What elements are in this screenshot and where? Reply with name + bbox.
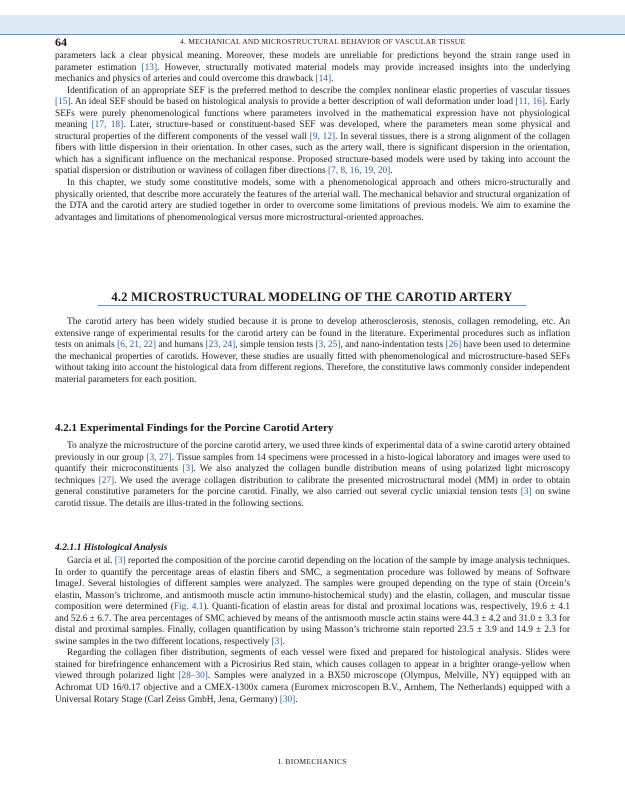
page-number: 64 (55, 35, 67, 49)
text-run: The carotid artery has been widely studied because it is prone to develop atherosclerosis, stenosis, collagen remodeling, etc. An extensive range of experimental results for the carotid artery can be found in the literature. Experimental procedures such as inflation tests on animals (55, 317, 570, 351)
citation-link[interactable]: [26] (445, 340, 462, 351)
text-run: , simple tension tests (235, 340, 316, 351)
text-run: . (390, 166, 393, 177)
paragraph (55, 317, 570, 386)
section-text (55, 317, 570, 386)
footer-label: I. BIOMECHANICS (278, 757, 347, 766)
citation-link[interactable]: Fig. 4.1 (173, 602, 204, 613)
citation-link[interactable]: [3, 27] (146, 452, 172, 463)
citation-link[interactable]: [9, 12] (309, 131, 336, 142)
citation-link[interactable]: [17, 18] (91, 120, 124, 131)
text-run: reported the composition of the porcine carotid depending on the location of the sample by image analysis techniques. In order to quantify the percentage areas of elastin fibers and SMC, a segmentation procedure was followed by means of Software ImageJ. Several histologies of different samples were analyzed. The samples were grouped depending on the type of stain (Orcein’s elastin, Masson’s trichrome, and antismooth muscle actin immuno-histochemical study) and the elastin, collagen, and muscular tissue composition were determined ( (55, 556, 570, 613)
text-run: . We also analyzed the collagen bundle distribution means of using polarized light microscopy techniques (55, 464, 570, 486)
paragraph (55, 178, 570, 224)
citation-link[interactable]: [23, 24] (205, 340, 236, 351)
section-rule (98, 305, 526, 306)
citation-link[interactable]: [3] (114, 556, 126, 566)
header-rule (0, 34, 625, 35)
text-run: . However, structurally motivated material models may provide increased insights into the underlying mechanics and physics of arteries and could overcome this drawback (55, 62, 570, 85)
text-run: . In several tissues, there is a strong alignment of the collagen fibers with little dispersion in their orientation. In other cases, such as the artery wall, there is significant dispersion in the orientation, which has a significant influence on the mechanical response. Proposed structure-based models were used by taking into account the spatial dispersion or distribution or waviness of collagen fiber directions (55, 131, 570, 177)
paragraph (55, 556, 570, 648)
text-run: . (295, 694, 298, 705)
text-run: , and nano-indentation tests (340, 340, 446, 351)
subsection-heading: 4.2.1 Experimental Findings for the Porcine Carotid Artery (55, 422, 334, 434)
text-run: . Early SEFs were purely phenomenological functions where parameters involved in the mathematical expression have not physiological meaning (55, 97, 570, 131)
citation-link[interactable]: [3] (182, 464, 194, 475)
citation-link[interactable]: [11, 16] (515, 97, 545, 108)
citation-link[interactable]: [13] (141, 62, 158, 73)
paragraph (55, 86, 570, 178)
intro-text (55, 51, 570, 224)
text-run: . Samples were analyzed in a BX50 microscope (Olympus, Melville, NY) equipped with an Achromat UD 16/0.17 objective and a CMEX-1300x camera (Euromex microscopen B.V., Arnhem, The Netherlands) equipped with a Universal Rotary Stage (Carl Zeiss GmbH, Jena, Germany) (55, 671, 570, 705)
text-run: have been used to determine the mechanical properties of carotids. However, these studies are usually fitted with phenomenological and microstructure-based SEFs without taking into account the histological data from different regions. Therefore, the constitutive laws commonly consider independent material parameters for each position. (55, 340, 570, 385)
text-run: . We used the average collagen distribution to calibrate the presented microstructural model (MM) in order to obtain general constitutive parameters for the porcine carotid. Finally, we also carried out several cyclic uniaxial tension tests (55, 475, 570, 498)
citation-link[interactable]: [14] (315, 74, 332, 85)
text-run: . Tissue samples from 14 specimens were processed in a histo-logical laboratory and images were used to quantify their microconstituents (55, 452, 571, 475)
text-run: Identification of an appropriate SEF is the preferred method to describe the complex nonlinear elastic properties of vascular tissues (67, 85, 570, 96)
citation-link[interactable]: [7, 8, 16, 19, 20] (328, 166, 391, 177)
text-run: . (282, 636, 285, 647)
text-run: and humans (156, 340, 206, 351)
section-heading: 4.2 MICROSTRUCTURAL MODELING OF THE CAROTID ARTERY (111, 290, 513, 304)
text-run: on swine carotid tissue. The details are illus-trated in the following sections. (55, 487, 570, 509)
text-run: . An ideal SEF should be based on histological analysis to provide a better description of wall deformation under load (70, 97, 516, 108)
text-run: parameters lack a clear physical meaning. Moreover, these models are unreliable for predictions beyond the strain range used in parameter estimation (55, 51, 570, 73)
citation-link[interactable]: [3, 25] (315, 340, 341, 351)
paragraph (55, 648, 570, 706)
running-title: 4. MECHANICAL AND MICROSTRUCTURAL BEHAVIOR OF VASCULAR TISSUE (180, 37, 466, 46)
paragraph (55, 441, 570, 510)
text-run: García et al. (67, 556, 115, 566)
citation-link[interactable]: [3] (271, 636, 283, 647)
citation-link[interactable]: [30] (279, 694, 296, 705)
subsection-text (55, 441, 570, 510)
text-run: . Later, structure-based or constituent-based SEF was developed, where the parameters mean some physical and structural properties of the different components of the vessel wall (55, 120, 570, 142)
subsubsection-heading: 4.2.1.1 Histological Analysis (55, 542, 168, 553)
text-run: Regarding the collagen fiber distribution, segments of each vessel were fixed and prepared for histological analysis. Slides were stained for birefringence enhancement with a Picrosirius Red stain, which causes collagen to appear in a brighter orange-yellow when viewed through polarized light (55, 648, 570, 682)
citation-link[interactable]: [3] (520, 487, 532, 498)
text-run: . (331, 74, 334, 85)
text-run: To analyze the microstructure of the porcine carotid artery, we used three kinds of experimental data of a swine carotid artery obtained previously in our group (55, 441, 570, 463)
header-band (0, 15, 625, 34)
subsubsection-text (55, 556, 570, 706)
citation-link[interactable]: [27] (98, 475, 115, 486)
citation-link[interactable]: [28–30] (178, 671, 208, 682)
paragraph (55, 51, 570, 86)
citation-link[interactable]: [6, 21, 22] (117, 340, 157, 351)
text-run: ). Quanti-fication of elastin areas for distal and proximal locations was, respectively, 19.6 ± 4.1 and 52.6 ± 6.7. The area percentages of SMC achieved by means of the antismooth muscle actin stains were 44.3 ± 4.2 and 31.0 ± 3.3 for distal and proximal samples. Finally, collagen quantification by using Masson’s trichrome stain reported 23.5 ± 3.9 and 14.9 ± 2.3 for swine samples in the two different locations, respectively (55, 602, 570, 647)
text-run: In this chapter, we study some constitutive models, some with a phenomenological approach and others micro-structurally and physically oriented, that describe more accurately the features of the arterial wall. The mechanical behavior and structural organization of the DTA and the carotid artery are studied together in order to overcome some limitations of previous models. We aim to examine the advantages and limitations of phenomenological versus more microstructural-oriented approaches. (55, 178, 570, 223)
citation-link[interactable]: [15] (55, 97, 71, 108)
